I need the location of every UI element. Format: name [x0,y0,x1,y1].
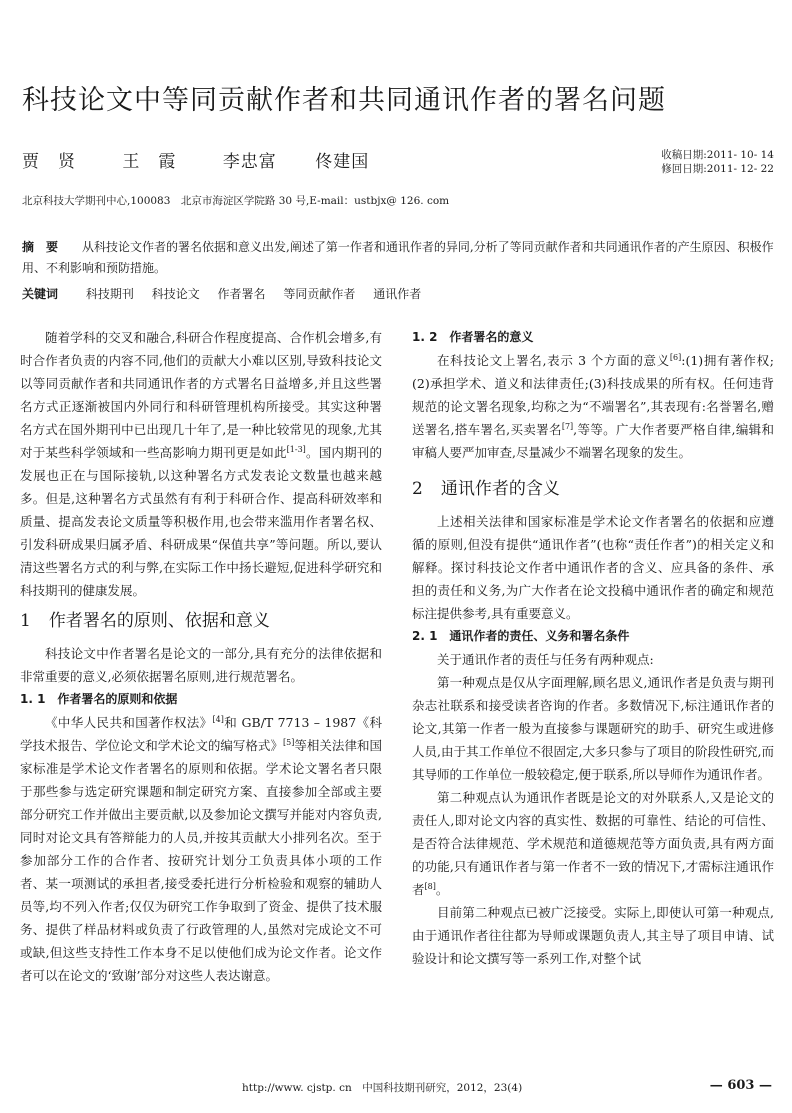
right-column [412,326,774,970]
paragraph [20,711,382,987]
citation: [6] [669,352,682,362]
paper-title: 科技论文中等同贡献作者和共同通讯作者的署名问题 [22,85,666,116]
section-title: 作者署名的原则、依据和意义 [48,611,270,631]
citation: [1-3] [286,444,306,454]
paragraph-text: 《中华人民共和国著作权法》 [45,715,213,730]
subsection-heading-1-2: 1. 2 作者署名的意义 [412,330,534,344]
section-number: 1 [20,611,31,631]
paragraph: 上述相关法律和国家标准是学术论文作者署名的依据和应遵循的原则,但没有提供“通讯作者”(也称“责任作者”)的相关定义和解释。探讨科技论文作者中通讯作者的含义、应具备的条件、承担的责任和义务,为广大作者在论文投稿中通讯作者的确定和规范标注提供参考,具有重要意义。 [412,514,774,621]
paragraph-text: 。 [435,882,449,897]
keyword: 等同贡献作者 [283,287,356,301]
paragraph-text: 随着学科的交叉和融合,科研合作程度提高、合作机会增多,有时合作者负责的内容不同,他们的贡献大小难以区别,导致科技论文以等同贡献作者和共同通讯作者的方式署名日益增多,并且这些署名方式正逐渐被国内外同行和科研管理机构所接受。其实这种署名方式在国外期刊中已出现几十年了,是一种比较常见的现象,尤其对于某些科学领域和一些高影响力期刊更是如此 [20,330,382,460]
keyword: 科技期刊 [85,287,134,301]
paragraph-text: 。国内期刊的发展也正在与国际接轨,以这种署名方式发表论文数量也越来越多。但是,这种署名方式虽然有有利于科研合作、提高科研效率和质量、提高发表论文质量等积极作用,也会带来滥用作者署名权、引发科研成果归属矛盾、科研成果“保值共享”等问题。所以,要认清这些署名方式的利与弊,在实际工作中扬长避短,促进科学研究和科技期刊的健康发展。 [20,445,382,598]
paragraph: 目前第二种观点已被广泛接受。实际上,即使认可第一种观点,由于通讯作者往往都为导师或课题负责人,其主导了项目申请、试验设计和论文撰写等一系列工作,对整个试 [412,905,774,966]
paragraph: 第一种观点是仅从字面理解,顾名思义,通讯作者是负责与期刊杂志社联系和接受读者咨询的作者。多数情况下,标注通讯作者的论文,其第一作者一般为直接参与课题研究的助手、研究生或进修人员,由于其工作单位不很固定,大多只参与了项目的阶段性研究,而其导师的工作单位一般较稳定,便于联系,所以导师作为通讯作者。 [412,675,774,782]
submission-dates [661,148,774,176]
author-list [22,147,369,172]
author-name: 王 霞 [122,152,177,172]
abstract-text: 从科技论文作者的署名依据和意义出发,阐述了第一作者和通讯作者的异同,分析了等同贡献作者和共同通讯作者的产生原因、积极作用、不利影响和预防措施。 [22,240,774,275]
keyword: 作者署名 [217,287,266,301]
keywords-label: 关键词 [22,287,59,301]
abstract [22,237,776,279]
paragraph: 关于通讯作者的责任与任务有两种观点: [437,652,654,667]
left-column [20,326,382,987]
subsection-heading-2-1: 2. 1 通讯作者的责任、义务和署名条件 [412,629,630,643]
section-number: 2 [412,479,423,499]
paragraph-text: 第二种观点认为通讯作者既是论文的对外联系人,又是论文的责任人,即对论文内容的真实性、数据的可靠性、结论的可信性、是否符合法律规范、学术规范和道德规范等方面负责,具有两方面的功能,只有通讯作者与第一作者不一致的情况下,才需标注通讯作者 [412,790,774,897]
author-name: 佟建国 [315,152,370,172]
citation: [5] [282,737,295,747]
author-name: 贾 贤 [22,152,76,172]
paragraph-text: :(1)拥有著作权;(2)承担学术、道义和法律责任;(3)科技成果的所有权。任何违背规范的论文署名现象,均称之为“不端署名”,其表现有:名誉署名,赠送署名,搭车署名,买卖署名 [412,353,774,437]
paragraph-text: 在科技论文上署名,表示 3 个方面的意义 [437,353,670,368]
author-name: 李忠富 [222,152,277,172]
citation: [4] [212,714,224,724]
revised-date: 修回日期:2011- 12- 22 [661,163,774,175]
keyword: 通讯作者 [373,287,422,301]
received-date: 收稿日期:2011- 10- 14 [661,149,774,161]
keyword: 科技论文 [151,287,200,301]
citation: [8] [424,881,436,891]
paragraph: 科技论文中作者署名是论文的一部分,具有充分的法律依据和非常重要的意义,必须依据署名原则,进行规范署名。 [20,646,382,684]
section-title: 通讯作者的含义 [440,479,560,499]
section-heading-1 [20,608,382,634]
footer-journal-info: http://www. cjstp. cn 中国科技期刊研究，2012，23(4) [242,1082,523,1094]
paragraph [412,786,774,901]
citation: [7] [561,421,574,431]
page-number: — 603 — [709,1078,772,1093]
keywords [22,285,435,302]
intro-paragraph [20,326,382,602]
paragraph-text: 等相关法律和国家标准是学术论文作者署名的原则和依据。学术论文署名者只限于那些参与选定研究课题和制定研究方案、直接参加全部或主要部分研究工作并做出主要贡献,以及参加论文撰写并能对内容负责,同时对论文具有答辩能力的人员,并按其贡献大小排列名次。至于参加部分工作的合作者、按研究计划分工负责具体小项的工作者、某一项测试的承担者,接受委托进行分析检验和观察的辅助人员等,均不列入作者;仅仅为研究工作争取到了资金、提供了技术服务、提供了样品材料或负责了行政管理的人,虽然对完成论文不可或缺,但这些支持性工作本身不足以使他们成为论文作者。论文作者可以在论文的‘致谢’部分对这些人表达谢意。 [20,738,382,983]
paragraph-text: 和 GB/T 7713 – 1987《科学技术报告、学位论文和学术论文的编写格式》 [20,715,382,753]
subsection-heading-1-1: 1. 1 作者署名的原则和依据 [20,692,178,706]
paragraph-text: ,等等。广大作者要严格自律,编辑和审稿人要严加审查,尽量减少不端署名现象的发生。 [412,422,774,460]
abstract-label: 摘 要 [22,240,59,254]
section-heading-2 [412,476,774,502]
paragraph [412,349,774,464]
affiliation: 北京科技大学期刊中心,100083 北京市海淀区学院路 30 号,E-mail：ustbjx@ 126. com [22,195,450,207]
